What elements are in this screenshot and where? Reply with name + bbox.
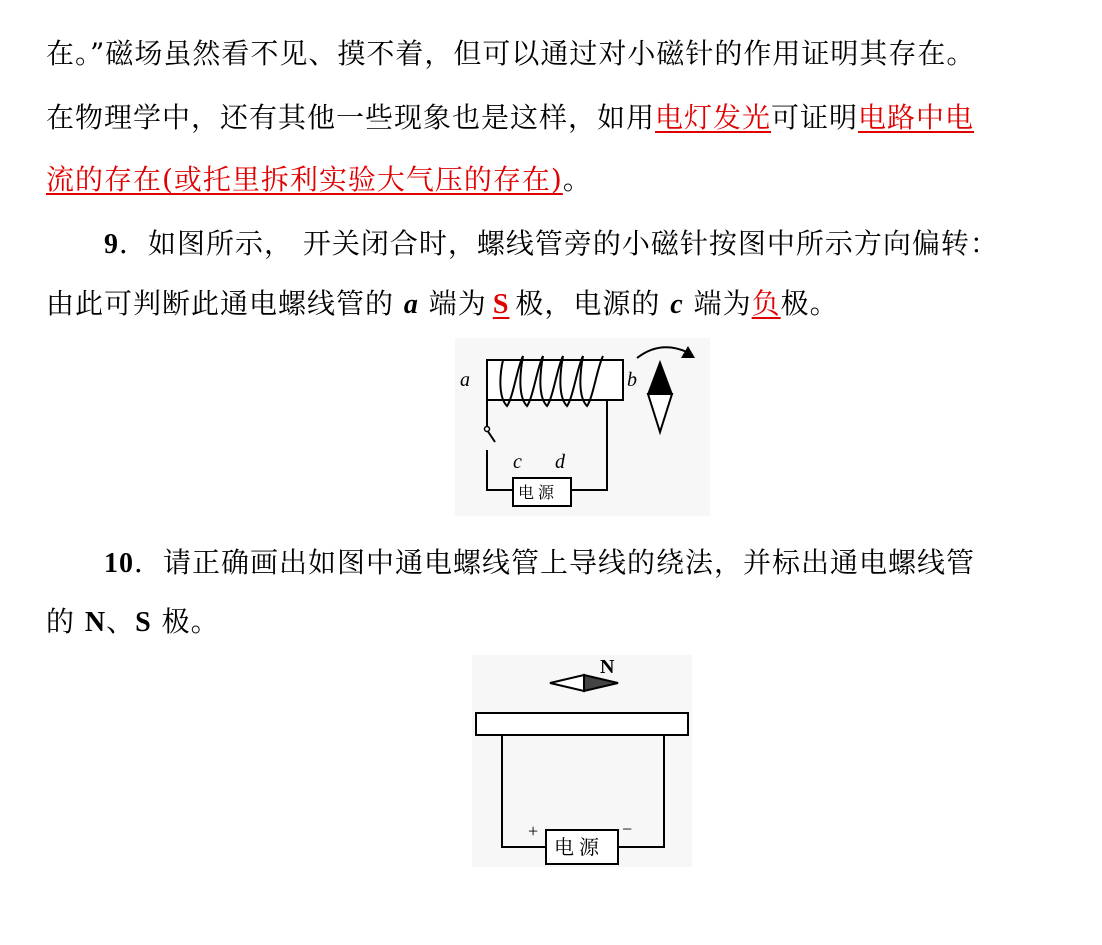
q9-var-c: c [670,289,684,320]
q9-answer-s: S [492,289,510,320]
intro-text-1: 在。”磁场虽然看不见、摸不着，但可以通过对小磁针的作用证明其存在。 [46,37,976,70]
q9-text-2b: 端为 [418,287,487,320]
q9-figure [455,338,710,516]
intro-text-2b: 可证明 [771,101,859,134]
q10-line-2 [46,600,220,640]
q9-line-2 [46,282,839,322]
q9-var-a: a [403,289,419,320]
q9-text-2e: 极。 [780,287,839,320]
label-d: d [555,451,565,473]
q9-line-1 [104,222,999,262]
q10-sep: 、 [106,605,136,638]
answer-current-part1: 电路中电 [858,101,975,134]
q9-text-2c: 极，电源的 [515,287,671,320]
q10-power-source-label: 电 源 [554,837,599,859]
q10-minus-label: − [622,819,633,839]
q9-number: 9 [104,229,119,260]
q9-text-2a: 由此可判断此通电螺线管的 [46,287,404,320]
label-b: b [627,369,637,391]
intro-text-2: 在物理学中，还有其他一些现象也是这样，如用 [46,101,656,134]
q10-text-2a: 的 [46,605,85,638]
q10-pole-n: N [84,607,107,638]
label-c: c [513,451,522,473]
q10-text-1: ．请正确画出如图中通电螺线管上导线的绕法，并标出通电螺线管 [134,546,976,579]
q10-plus-label: + [528,821,539,841]
switch-pivot [485,427,490,432]
q9-answer-neg: 负 [751,287,781,320]
q10-solenoid-core [476,713,688,735]
answer-lamp: 电灯发光 [655,101,772,134]
answer-current-part2: 流的存在(或托里拆利实验大气压的存在) [46,163,563,196]
q10-text-2b: 极。 [151,605,220,638]
intro-line-1 [46,32,975,72]
q9-text-1: ．如图所示， 开关闭合时，螺线管旁的小磁针按图中所示方向偏转： [119,227,999,260]
intro-line-3 [46,158,592,198]
q10-pole-s: S [135,607,152,638]
q10-needle-label: N [600,656,615,678]
q9-text-2d: 端为 [683,287,752,320]
label-a: a [460,369,470,391]
intro-text-3: 。 [562,163,592,196]
q10-line-1 [104,541,975,581]
q10-number: 10 [104,548,134,579]
power-source-label: 电 源 [518,485,555,502]
intro-line-2 [46,96,974,136]
q10-figure [472,655,692,867]
